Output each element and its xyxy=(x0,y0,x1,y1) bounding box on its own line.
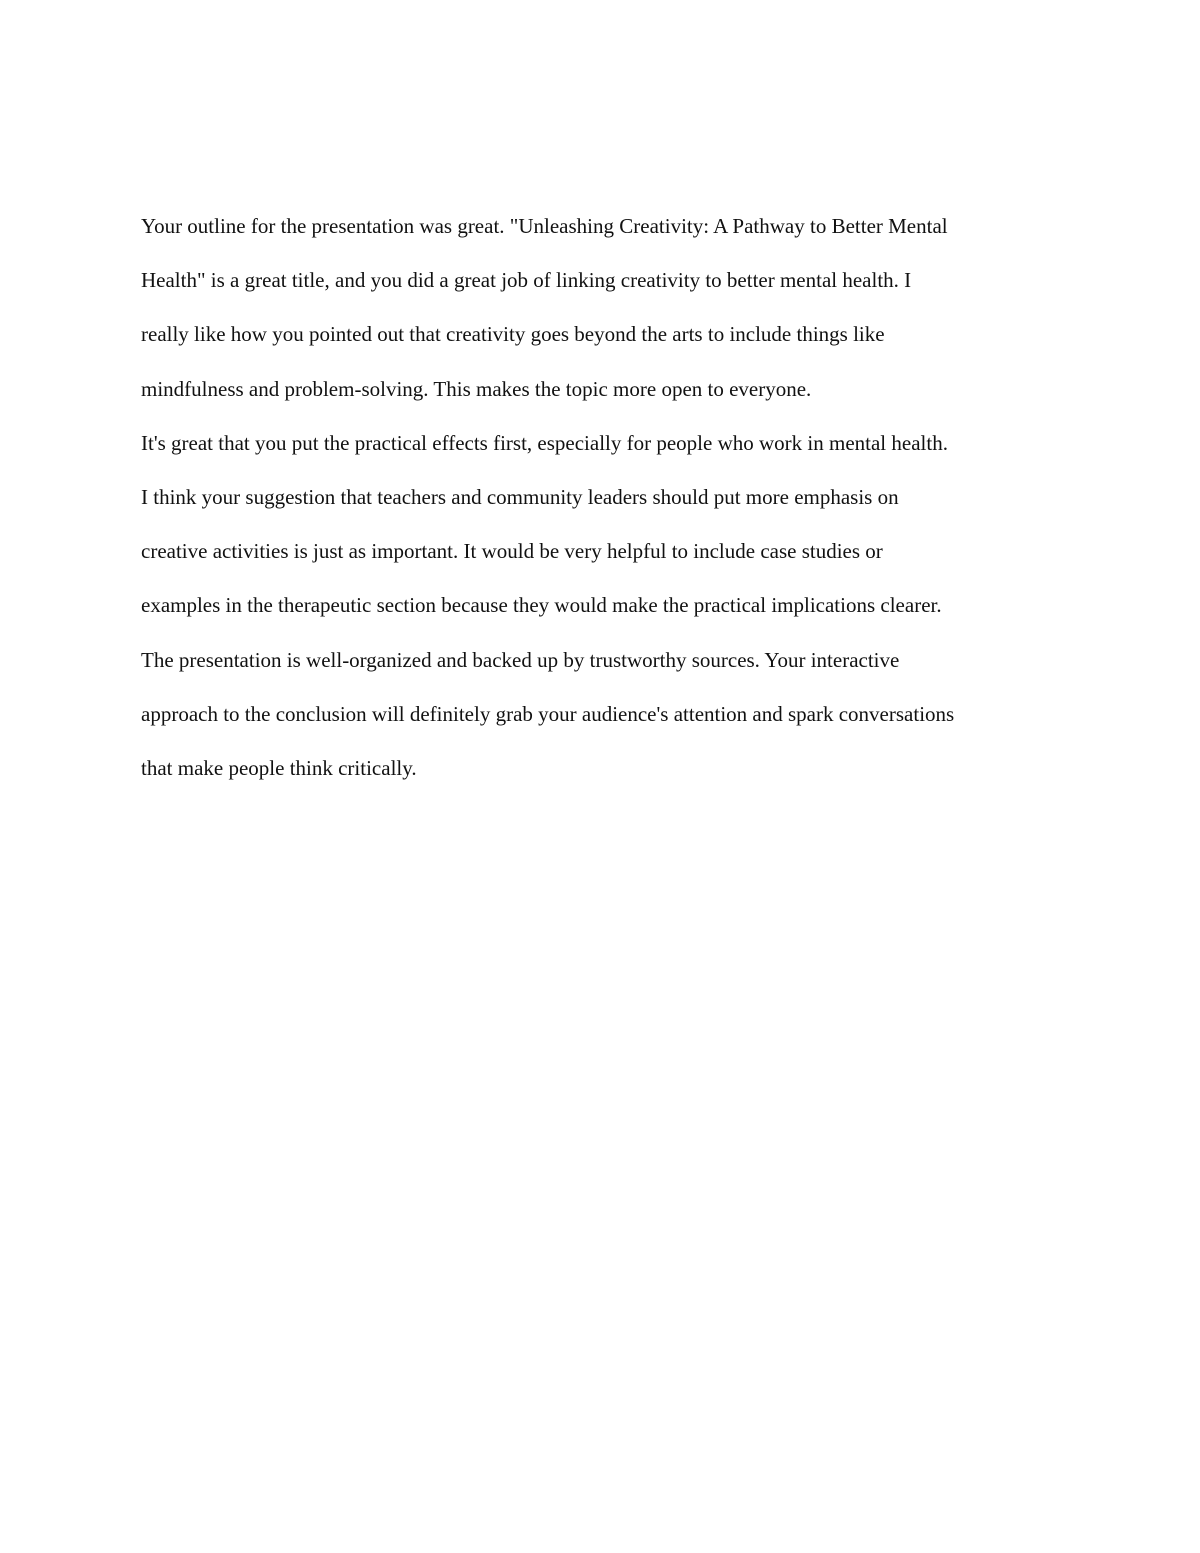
text-line: creative activities is just as important. It would be very helpful to include case studies or xyxy=(141,539,883,564)
text-line: examples in the therapeutic section because they would make the practical implications clearer. xyxy=(141,593,942,618)
text-line: really like how you pointed out that creativity goes beyond the arts to include things like xyxy=(141,322,885,347)
text-line: approach to the conclusion will definitely grab your audience's attention and spark conversations xyxy=(141,701,955,726)
feedback-text xyxy=(141,205,1066,801)
text-line: It's great that you put the practical effects first, especially for people who work in mental health. xyxy=(141,430,948,455)
text-line: mindfulness and problem-solving. This makes the topic more open to everyone. xyxy=(141,376,812,401)
text-line: Your outline for the presentation was great. "Unleashing Creativity: A Pathway to Better Mental xyxy=(141,214,948,238)
text-line: The presentation is well-organized and backed up by trustworthy sources. Your interactive xyxy=(141,647,900,672)
text-line: I think your suggestion that teachers and community leaders should put more emphasis on xyxy=(141,484,899,509)
text-line: Health" is a great title, and you did a great job of linking creativity to better mental health. I xyxy=(141,268,912,293)
text-line: that make people think critically. xyxy=(141,755,417,780)
